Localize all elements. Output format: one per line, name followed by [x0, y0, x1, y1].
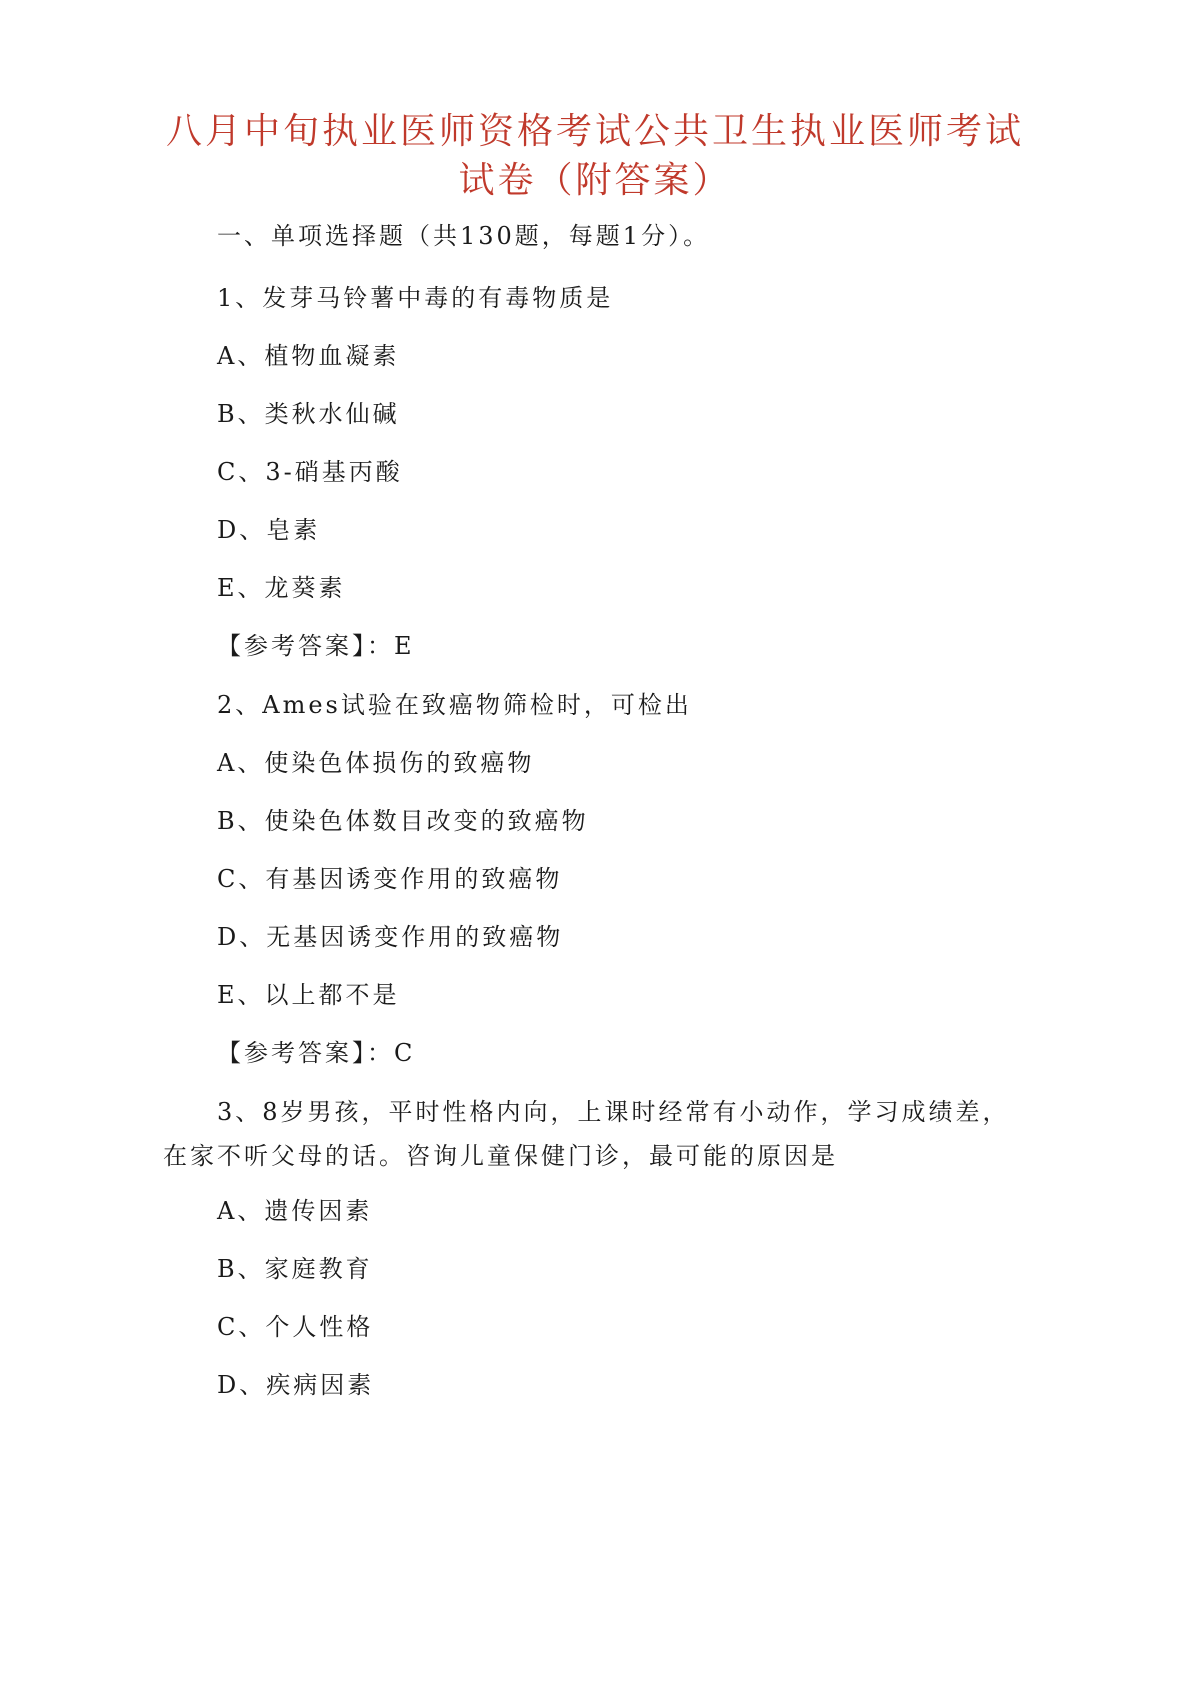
question-1-answer: 【参考答案】：E — [217, 632, 415, 660]
question-1-stem: 1、发芽马铃薯中毒的有毒物质是 — [217, 284, 614, 312]
question-3-stem — [163, 1096, 1053, 1172]
question-3-option-a: A、遗传因素 — [217, 1197, 373, 1225]
question-2-option-e: E、以上都不是 — [217, 981, 400, 1009]
question-1-option-e: E、龙葵素 — [217, 574, 346, 602]
question-1-option-a: A、植物血凝素 — [217, 342, 400, 370]
question-3-stem-line-1: 3、8岁男孩，平时性格内向，上课时经常有小动作，学习成绩差， — [217, 1098, 1010, 1126]
section-heading: 一、单项选择题（共130题，每题1分）。 — [217, 222, 711, 250]
document-title-line-1: 八月中旬执业医师资格考试公共卫生执业医师考试 — [165, 111, 1024, 152]
question-3-option-c: C、个人性格 — [217, 1313, 374, 1341]
question-3-option-d: D、疾病因素 — [217, 1371, 375, 1399]
question-1-option-d: D、皂素 — [217, 516, 321, 544]
question-2-stem: 2、Ames试验在致癌物筛检时，可检出 — [217, 691, 692, 719]
question-3-option-b: B、家庭教育 — [217, 1255, 373, 1283]
question-3-stem-line-2: 在家不听父母的话。咨询儿童保健门诊，最可能的原因是 — [163, 1142, 838, 1170]
question-2-answer: 【参考答案】：C — [217, 1039, 416, 1067]
question-2-option-c: C、有基因诱变作用的致癌物 — [217, 865, 563, 893]
question-2-option-a: A、使染色体损伤的致癌物 — [217, 749, 535, 777]
question-1-option-b: B、类秋水仙碱 — [217, 400, 400, 428]
question-2-option-b: B、使染色体数目改变的致癌物 — [217, 807, 589, 835]
document-title-line-2: 试卷（附答案） — [458, 160, 732, 201]
question-2-option-d: D、无基因诱变作用的致癌物 — [217, 923, 564, 951]
question-1-option-c: C、3-硝基丙酸 — [217, 458, 403, 486]
